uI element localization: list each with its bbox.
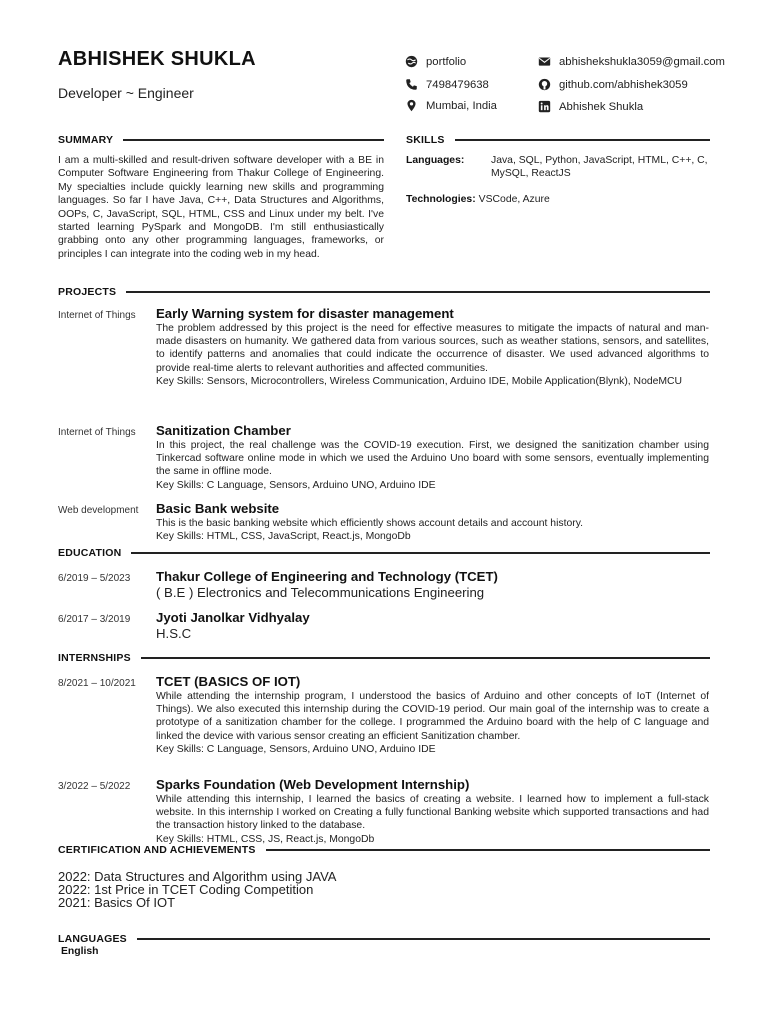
phone-icon [405, 78, 418, 91]
project-category: Internet of Things [58, 310, 136, 321]
project-description: In this project, the real challenge was the COVID-19 execution. First, we designed the sanitization chamber using Tinkercad software online mode in which we used the Arduino Uno board with some sensors, eventually implementing the same in offline mode. [156, 440, 709, 478]
education-title: Jyoti Janolkar Vidhyalay [156, 610, 310, 625]
location-pin-icon [405, 99, 418, 112]
contact-portfolio[interactable] [405, 55, 466, 68]
section-skills-title: SKILLS [406, 134, 445, 146]
section-skills-heading [406, 134, 710, 146]
section-divider [137, 938, 710, 939]
section-divider [455, 139, 710, 140]
section-divider [266, 849, 710, 850]
section-divider [131, 552, 710, 553]
project-description: The problem addressed by this project is the need for effective measures to mitigate the impacts of natural and man-made disasters on humanity. We gathered data from various sources, such as weather stations, sensors, and satellites, to identify patterns and anomalies that could indicate the occurrence of disaster. We used advanced algorithms to provide real-time alerts to relevant authorities and affected communities. [156, 323, 709, 374]
project-key-skills: Key Skills: Sensors, Microcontrollers, Wireless Communication, Arduino IDE, Mobile Application(Blynk), NodeMCU [156, 375, 683, 387]
skills-technologies-label: Technologies: [406, 194, 476, 205]
internship-dates: 3/2022 – 5/2022 [58, 781, 131, 792]
summary-text: I am a multi-skilled and result-driven software developer with a BE in Computer Software Engineering from Thakur College of Engineering. My specialties include quickly learning new skills and programming languages. So far I have Java, C++, Data Structures and Algorithms, OOPs, C, JavaScript, SQL, HTML, CSS and Linux under my belt. I've started learning PySpark and MongoDB. I'm still enthusiastically grabbing onto any other programming languages, frameworks, or principles I can integrate into the coding web in my head. [58, 155, 384, 260]
skills-technologies-row [406, 193, 550, 206]
skills-languages-value: Java, SQL, Python, JavaScript, HTML, C++, C, MySQL, ReactJS [491, 155, 708, 180]
contact-linkedin-label: Abhishek Shukla [559, 100, 644, 113]
contact-location [405, 99, 497, 112]
section-divider [126, 291, 710, 292]
section-divider [141, 657, 710, 658]
section-summary-heading [58, 134, 384, 146]
linkedin-icon [538, 100, 551, 113]
globe-icon [405, 55, 418, 68]
internship-description: While attending this internship, I learned the basics of creating a website. I learned how to implement a full-stack website. In this internship I worked on Creating a fully functional Banking website which supported transactions and had the transaction history linked to the database. [156, 794, 709, 832]
certification-item: 2022: Data Structures and Algorithm using JAVA [58, 869, 337, 884]
internship-title: Sparks Foundation (Web Development Internship) [156, 777, 470, 792]
section-internships-title: INTERNSHIPS [58, 652, 131, 664]
section-internships-heading [58, 652, 710, 664]
contact-linkedin[interactable] [538, 100, 643, 113]
section-education-title: EDUCATION [58, 547, 122, 559]
education-title: Thakur College of Engineering and Technology (TCET) [156, 569, 498, 584]
skills-technologies-value: VSCode, Azure [478, 194, 550, 205]
candidate-tagline: Developer ~ Engineer [58, 85, 194, 101]
email-icon [538, 55, 551, 68]
contact-phone[interactable] [405, 78, 489, 91]
contact-portfolio-label: portfolio [426, 55, 467, 68]
github-icon [538, 78, 551, 91]
internship-key-skills: Key Skills: HTML, CSS, JS, React.js, MongoDb [156, 833, 375, 845]
skills-languages-label: Languages: [406, 155, 465, 166]
section-languages-title: LANGUAGES [58, 933, 127, 945]
education-degree: H.S.C [156, 626, 192, 641]
language-item: English [61, 946, 99, 957]
contact-github[interactable] [538, 78, 688, 91]
section-education-heading [58, 547, 710, 559]
education-dates: 6/2019 – 5/2023 [58, 573, 131, 584]
contact-github-label: github.com/abhishek3059 [559, 78, 688, 91]
project-category: Web development [58, 505, 139, 516]
section-summary-title: SUMMARY [58, 134, 114, 146]
internship-key-skills: Key Skills: C Language, Sensors, Arduino UNO, Arduino IDE [156, 743, 436, 755]
project-title: Sanitization Chamber [156, 423, 291, 438]
certification-item: 2021: Basics Of IOT [58, 895, 176, 910]
project-title: Basic Bank website [156, 501, 280, 516]
education-dates: 6/2017 – 3/2019 [58, 614, 131, 625]
skills-languages-row [406, 154, 713, 181]
section-certification-title: CERTIFICATION AND ACHIEVEMENTS [58, 844, 256, 856]
section-certification-heading [58, 844, 710, 856]
section-languages-heading [58, 933, 710, 945]
contact-email[interactable] [538, 55, 725, 68]
project-title: Early Warning system for disaster management [156, 306, 454, 321]
project-key-skills: Key Skills: HTML, CSS, JavaScript, React.js, MongoDb [156, 531, 411, 543]
section-divider [123, 139, 384, 140]
section-projects-title: PROJECTS [58, 286, 117, 298]
internship-dates: 8/2021 – 10/2021 [58, 678, 136, 689]
contact-phone-label: 7498479638 [426, 78, 489, 91]
section-projects-heading [58, 286, 710, 298]
contact-email-label: abhishekshukla3059@gmail.com [559, 55, 725, 68]
internship-description: While attending the internship program, I understood the basics of Arduino and other concepts of IoT (Internet of Things). We also executed this internship during the COVID-19 period. Our main goal of the internship was to create a prototype of a sanitization chamber for the college. I programmed the Arduino board with the help of C language and linked the device with various sensor creating an efficient Sanitization chamber. [156, 691, 709, 742]
project-description: This is the basic banking website which efficiently shows account details and account history. [156, 518, 584, 529]
contact-location-label: Mumbai, India [426, 99, 497, 112]
internship-title: TCET (BASICS OF IOT) [156, 674, 301, 689]
project-key-skills: Key Skills: C Language, Sensors, Arduino UNO, Arduino IDE [156, 479, 436, 491]
candidate-name: ABHISHEK SHUKLA [58, 48, 256, 70]
project-category: Internet of Things [58, 427, 136, 438]
certification-item: 2022: 1st Price in TCET Coding Competition [58, 882, 314, 897]
education-degree: ( B.E ) Electronics and Telecommunications Engineering [156, 585, 485, 600]
